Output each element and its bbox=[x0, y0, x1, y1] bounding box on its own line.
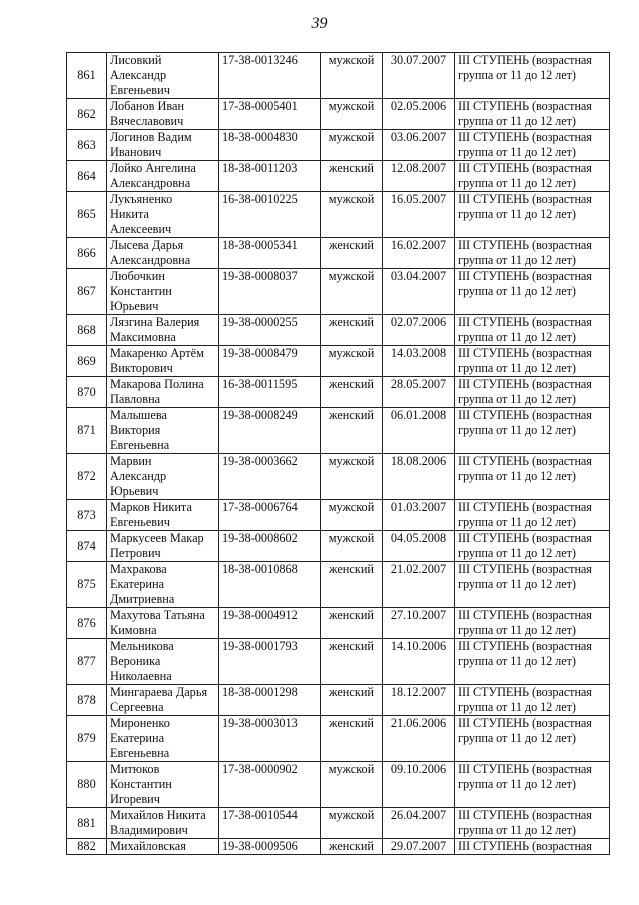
birth-date: 04.05.2008 bbox=[383, 531, 455, 562]
person-name bbox=[107, 377, 219, 408]
birth-date: 26.04.2007 bbox=[383, 808, 455, 839]
person-name-line: Евгеньевич bbox=[110, 83, 170, 97]
person-name-line: Викторович bbox=[110, 361, 173, 375]
gender: мужской bbox=[321, 192, 383, 238]
person-name bbox=[107, 269, 219, 315]
birth-date: 21.06.2006 bbox=[383, 716, 455, 762]
table-row bbox=[67, 130, 610, 161]
table-row bbox=[67, 192, 610, 238]
birth-date: 14.10.2006 bbox=[383, 639, 455, 685]
person-name-line: Вероника bbox=[110, 654, 161, 668]
person-name-line: Константин bbox=[110, 284, 172, 298]
uin-code: 18-38-0005341 bbox=[219, 238, 321, 269]
age-group-line: группа от 11 до 12 лет) bbox=[458, 577, 576, 591]
person-name-line: Лойко Ангелина bbox=[110, 161, 196, 175]
row-number: 865 bbox=[67, 192, 107, 238]
table-row bbox=[67, 408, 610, 454]
person-name bbox=[107, 639, 219, 685]
person-name bbox=[107, 808, 219, 839]
age-group bbox=[455, 99, 610, 130]
age-group-line: III СТУПЕНЬ (возрастная bbox=[458, 53, 592, 67]
gender: женский bbox=[321, 161, 383, 192]
birth-date: 02.05.2006 bbox=[383, 99, 455, 130]
age-group bbox=[455, 531, 610, 562]
uin-code: 18-38-0004830 bbox=[219, 130, 321, 161]
birth-date: 12.08.2007 bbox=[383, 161, 455, 192]
table-row bbox=[67, 808, 610, 839]
person-name-line: Алексеевич bbox=[110, 222, 172, 236]
person-name bbox=[107, 346, 219, 377]
row-number: 878 bbox=[67, 685, 107, 716]
table-row bbox=[67, 238, 610, 269]
table-row bbox=[67, 562, 610, 608]
person-name bbox=[107, 130, 219, 161]
age-group-line: III СТУПЕНЬ (возрастная bbox=[458, 99, 592, 113]
person-name-line: Махракова bbox=[110, 562, 167, 576]
birth-date: 28.05.2007 bbox=[383, 377, 455, 408]
age-group-line: группа от 11 до 12 лет) bbox=[458, 546, 576, 560]
age-group-line: III СТУПЕНЬ (возрастная bbox=[458, 377, 592, 391]
person-name-line: Владимирович bbox=[110, 823, 188, 837]
age-group-line: группа от 11 до 12 лет) bbox=[458, 330, 576, 344]
person-name-line: Михайловская bbox=[110, 839, 186, 853]
gender: мужской bbox=[321, 130, 383, 161]
age-group bbox=[455, 639, 610, 685]
gender: мужской bbox=[321, 808, 383, 839]
uin-code: 19-38-0003662 bbox=[219, 454, 321, 500]
person-name bbox=[107, 454, 219, 500]
birth-date: 27.10.2007 bbox=[383, 608, 455, 639]
person-name bbox=[107, 408, 219, 454]
table-row bbox=[67, 608, 610, 639]
gender: женский bbox=[321, 562, 383, 608]
person-name-line: Павловна bbox=[110, 392, 161, 406]
age-group bbox=[455, 839, 610, 855]
person-name-line: Митюков bbox=[110, 762, 160, 776]
birth-date: 29.07.2007 bbox=[383, 839, 455, 855]
gender: мужской bbox=[321, 531, 383, 562]
gender: мужской bbox=[321, 346, 383, 377]
person-name bbox=[107, 531, 219, 562]
row-number: 876 bbox=[67, 608, 107, 639]
age-group-line: группа от 11 до 12 лет) bbox=[458, 777, 576, 791]
age-group bbox=[455, 608, 610, 639]
person-name-line: Маркусеев Макар bbox=[110, 531, 204, 545]
table-row bbox=[67, 377, 610, 408]
age-group-line: группа от 11 до 12 лет) bbox=[458, 145, 576, 159]
age-group-line: группа от 11 до 12 лет) bbox=[458, 361, 576, 375]
age-group-line: III СТУПЕНЬ (возрастная bbox=[458, 716, 592, 730]
birth-date: 18.08.2006 bbox=[383, 454, 455, 500]
person-name bbox=[107, 99, 219, 130]
age-group bbox=[455, 192, 610, 238]
age-group bbox=[455, 762, 610, 808]
birth-date: 14.03.2008 bbox=[383, 346, 455, 377]
age-group-line: III СТУПЕНЬ (возрастная bbox=[458, 762, 592, 776]
age-group bbox=[455, 454, 610, 500]
age-group-line: группа от 11 до 12 лет) bbox=[458, 392, 576, 406]
birth-date: 30.07.2007 bbox=[383, 53, 455, 99]
row-number: 864 bbox=[67, 161, 107, 192]
row-number: 867 bbox=[67, 269, 107, 315]
age-group-line: III СТУПЕНЬ (возрастная bbox=[458, 839, 592, 853]
person-name-line: Макарова Полина bbox=[110, 377, 204, 391]
birth-date: 18.12.2007 bbox=[383, 685, 455, 716]
person-name-line: Екатерина bbox=[110, 577, 165, 591]
person-name bbox=[107, 762, 219, 808]
uin-code: 19-38-0004912 bbox=[219, 608, 321, 639]
table-row bbox=[67, 500, 610, 531]
gender: женский bbox=[321, 408, 383, 454]
row-number: 877 bbox=[67, 639, 107, 685]
row-number: 861 bbox=[67, 53, 107, 99]
age-group-line: группа от 11 до 12 лет) bbox=[458, 284, 576, 298]
gender: женский bbox=[321, 315, 383, 346]
person-name-line: Евгеньевна bbox=[110, 746, 170, 760]
person-name bbox=[107, 839, 219, 855]
age-group bbox=[455, 808, 610, 839]
person-name-line: Макаренко Артём bbox=[110, 346, 204, 360]
age-group-line: III СТУПЕНЬ (возрастная bbox=[458, 500, 592, 514]
age-group-line: группа от 11 до 12 лет) bbox=[458, 515, 576, 529]
row-number: 869 bbox=[67, 346, 107, 377]
person-name-line: Николаевна bbox=[110, 669, 172, 683]
age-group-line: группа от 11 до 12 лет) bbox=[458, 623, 576, 637]
age-group-line: III СТУПЕНЬ (возрастная bbox=[458, 685, 592, 699]
birth-date: 03.06.2007 bbox=[383, 130, 455, 161]
person-name bbox=[107, 192, 219, 238]
uin-code: 17-38-0010544 bbox=[219, 808, 321, 839]
table-row bbox=[67, 161, 610, 192]
person-name-line: Логинов Вадим bbox=[110, 130, 192, 144]
uin-code: 17-38-0000902 bbox=[219, 762, 321, 808]
age-group-line: группа от 11 до 12 лет) bbox=[458, 176, 576, 190]
birth-date: 21.02.2007 bbox=[383, 562, 455, 608]
person-name-line: Марков Никита bbox=[110, 500, 192, 514]
age-group-line: группа от 11 до 12 лет) bbox=[458, 731, 576, 745]
age-group bbox=[455, 408, 610, 454]
age-group bbox=[455, 269, 610, 315]
uin-code: 19-38-0008037 bbox=[219, 269, 321, 315]
person-name-line: Лобанов Иван bbox=[110, 99, 185, 113]
person-name-line: Иванович bbox=[110, 145, 162, 159]
uin-code: 17-38-0005401 bbox=[219, 99, 321, 130]
person-name-line: Петрович bbox=[110, 546, 161, 560]
person-name-line: Никита bbox=[110, 207, 149, 221]
person-name bbox=[107, 608, 219, 639]
gender: женский bbox=[321, 377, 383, 408]
birth-date: 16.05.2007 bbox=[383, 192, 455, 238]
page-number: 39 bbox=[311, 15, 328, 32]
age-group bbox=[455, 238, 610, 269]
age-group-line: III СТУПЕНЬ (возрастная bbox=[458, 346, 592, 360]
row-number: 870 bbox=[67, 377, 107, 408]
age-group-line: группа от 11 до 12 лет) bbox=[458, 823, 576, 837]
age-group bbox=[455, 161, 610, 192]
age-group-line: группа от 11 до 12 лет) bbox=[458, 114, 576, 128]
person-name-line: Максимовна bbox=[110, 330, 176, 344]
row-number: 862 bbox=[67, 99, 107, 130]
age-group-line: III СТУПЕНЬ (возрастная bbox=[458, 454, 592, 468]
registry-table-body bbox=[67, 53, 610, 855]
person-name-line: Евгеньевич bbox=[110, 515, 170, 529]
uin-code: 19-38-0009506 bbox=[219, 839, 321, 855]
row-number: 880 bbox=[67, 762, 107, 808]
row-number: 868 bbox=[67, 315, 107, 346]
person-name bbox=[107, 716, 219, 762]
age-group-line: группа от 11 до 12 лет) bbox=[458, 423, 576, 437]
uin-code: 17-38-0013246 bbox=[219, 53, 321, 99]
person-name-line: Александр bbox=[110, 68, 167, 82]
person-name-line: Марвин bbox=[110, 454, 152, 468]
row-number: 863 bbox=[67, 130, 107, 161]
age-group bbox=[455, 315, 610, 346]
person-name-line: Кимовна bbox=[110, 623, 157, 637]
age-group bbox=[455, 500, 610, 531]
age-group bbox=[455, 377, 610, 408]
table-row bbox=[67, 99, 610, 130]
table-row bbox=[67, 269, 610, 315]
age-group bbox=[455, 685, 610, 716]
age-group-line: III СТУПЕНЬ (возрастная bbox=[458, 315, 592, 329]
age-group bbox=[455, 130, 610, 161]
age-group-line: III СТУПЕНЬ (возрастная bbox=[458, 639, 592, 653]
row-number: 872 bbox=[67, 454, 107, 500]
person-name-line: Лысева Дарья bbox=[110, 238, 184, 252]
gender: женский bbox=[321, 639, 383, 685]
age-group-line: группа от 11 до 12 лет) bbox=[458, 700, 576, 714]
table-row bbox=[67, 639, 610, 685]
person-name-line: Михайлов Никита bbox=[110, 808, 206, 822]
age-group-line: III СТУПЕНЬ (возрастная bbox=[458, 130, 592, 144]
gender: женский bbox=[321, 608, 383, 639]
age-group-line: III СТУПЕНЬ (возрастная bbox=[458, 531, 592, 545]
person-name-line: Мироненко bbox=[110, 716, 170, 730]
uin-code: 19-38-0000255 bbox=[219, 315, 321, 346]
row-number: 879 bbox=[67, 716, 107, 762]
table-row bbox=[67, 762, 610, 808]
uin-code: 16-38-0011595 bbox=[219, 377, 321, 408]
registry-table bbox=[66, 52, 610, 855]
age-group-line: III СТУПЕНЬ (возрастная bbox=[458, 192, 592, 206]
age-group-line: III СТУПЕНЬ (возрастная bbox=[458, 808, 592, 822]
gender: мужской bbox=[321, 53, 383, 99]
person-name-line: Александровна bbox=[110, 253, 191, 267]
person-name-line: Дмитриевна bbox=[110, 592, 175, 606]
row-number: 881 bbox=[67, 808, 107, 839]
person-name-line: Вячеславович bbox=[110, 114, 184, 128]
gender: женский bbox=[321, 685, 383, 716]
person-name-line: Махутова Татьяна bbox=[110, 608, 205, 622]
age-group-line: группа от 11 до 12 лет) bbox=[458, 469, 576, 483]
row-number: 866 bbox=[67, 238, 107, 269]
person-name-line: Виктория bbox=[110, 423, 161, 437]
uin-code: 19-38-0008479 bbox=[219, 346, 321, 377]
gender: мужской bbox=[321, 269, 383, 315]
person-name-line: Константин bbox=[110, 777, 172, 791]
person-name-line: Лукъяненко bbox=[110, 192, 173, 206]
table-row bbox=[67, 839, 610, 855]
age-group-line: группа от 11 до 12 лет) bbox=[458, 253, 576, 267]
uin-code: 19-38-0001793 bbox=[219, 639, 321, 685]
birth-date: 01.03.2007 bbox=[383, 500, 455, 531]
person-name-line: Александр bbox=[110, 469, 167, 483]
row-number: 871 bbox=[67, 408, 107, 454]
uin-code: 18-38-0001298 bbox=[219, 685, 321, 716]
birth-date: 02.07.2006 bbox=[383, 315, 455, 346]
table-row bbox=[67, 685, 610, 716]
person-name bbox=[107, 238, 219, 269]
birth-date: 03.04.2007 bbox=[383, 269, 455, 315]
age-group-line: III СТУПЕНЬ (возрастная bbox=[458, 608, 592, 622]
gender: мужской bbox=[321, 99, 383, 130]
uin-code: 18-38-0010868 bbox=[219, 562, 321, 608]
table-row bbox=[67, 346, 610, 377]
person-name bbox=[107, 500, 219, 531]
gender: мужской bbox=[321, 500, 383, 531]
person-name-line: Лязгина Валерия bbox=[110, 315, 200, 329]
person-name-line: Екатерина bbox=[110, 731, 165, 745]
age-group-line: группа от 11 до 12 лет) bbox=[458, 207, 576, 221]
gender: мужской bbox=[321, 454, 383, 500]
person-name bbox=[107, 315, 219, 346]
gender: женский bbox=[321, 238, 383, 269]
uin-code: 19-38-0008249 bbox=[219, 408, 321, 454]
person-name-line: Лисовкий bbox=[110, 53, 162, 67]
age-group bbox=[455, 716, 610, 762]
person-name bbox=[107, 562, 219, 608]
age-group-line: III СТУПЕНЬ (возрастная bbox=[458, 269, 592, 283]
row-number: 874 bbox=[67, 531, 107, 562]
uin-code: 18-38-0011203 bbox=[219, 161, 321, 192]
person-name-line: Юрьевич bbox=[110, 484, 159, 498]
uin-code: 16-38-0010225 bbox=[219, 192, 321, 238]
row-number: 875 bbox=[67, 562, 107, 608]
birth-date: 06.01.2008 bbox=[383, 408, 455, 454]
table-row bbox=[67, 531, 610, 562]
birth-date: 16.02.2007 bbox=[383, 238, 455, 269]
person-name-line: Юрьевич bbox=[110, 299, 159, 313]
uin-code: 19-38-0008602 bbox=[219, 531, 321, 562]
person-name-line: Сергеевна bbox=[110, 700, 164, 714]
age-group-line: группа от 11 до 12 лет) bbox=[458, 654, 576, 668]
person-name-line: Игоревич bbox=[110, 792, 160, 806]
table-row bbox=[67, 454, 610, 500]
gender: женский bbox=[321, 716, 383, 762]
table-row bbox=[67, 315, 610, 346]
age-group-line: III СТУПЕНЬ (возрастная bbox=[458, 562, 592, 576]
row-number: 882 bbox=[67, 839, 107, 855]
age-group bbox=[455, 562, 610, 608]
person-name-line: Александровна bbox=[110, 176, 191, 190]
age-group bbox=[455, 53, 610, 99]
age-group-line: III СТУПЕНЬ (возрастная bbox=[458, 161, 592, 175]
uin-code: 19-38-0003013 bbox=[219, 716, 321, 762]
age-group bbox=[455, 346, 610, 377]
gender: женский bbox=[321, 839, 383, 855]
row-number: 873 bbox=[67, 500, 107, 531]
table-row bbox=[67, 53, 610, 99]
age-group-line: III СТУПЕНЬ (возрастная bbox=[458, 238, 592, 252]
person-name-line: Мингараева Дарья bbox=[110, 685, 208, 699]
person-name bbox=[107, 161, 219, 192]
person-name bbox=[107, 685, 219, 716]
age-group-line: III СТУПЕНЬ (возрастная bbox=[458, 408, 592, 422]
person-name-line: Малышева bbox=[110, 408, 167, 422]
table-row bbox=[67, 716, 610, 762]
birth-date: 09.10.2006 bbox=[383, 762, 455, 808]
age-group-line: группа от 11 до 12 лет) bbox=[458, 68, 576, 82]
person-name-line: Мельникова bbox=[110, 639, 174, 653]
person-name-line: Евгеньевна bbox=[110, 438, 170, 452]
uin-code: 17-38-0006764 bbox=[219, 500, 321, 531]
gender: мужской bbox=[321, 762, 383, 808]
person-name-line: Любочкин bbox=[110, 269, 165, 283]
person-name bbox=[107, 53, 219, 99]
